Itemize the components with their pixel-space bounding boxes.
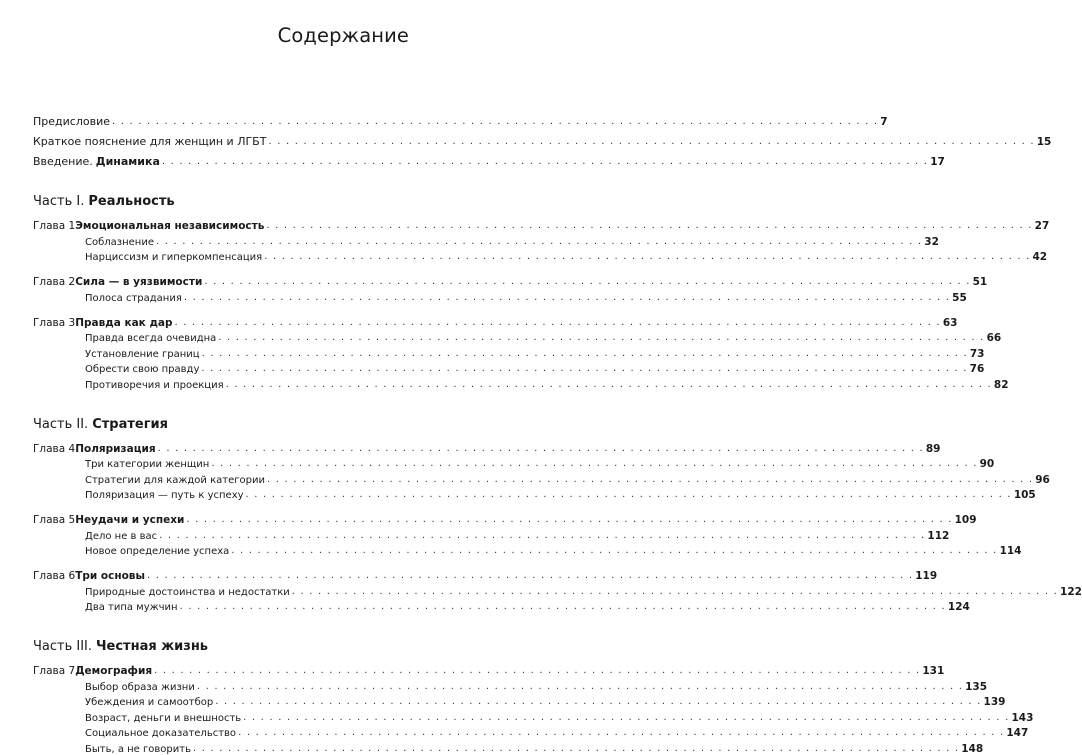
dot-leader [180,602,946,613]
dot-leader [243,713,1009,724]
section-entry[interactable] [33,248,1048,264]
page-number: 51 [972,276,988,288]
toc-entry[interactable] [33,148,945,168]
page-number: 42 [1032,251,1048,263]
entry-title: Краткое пояснение для женщин и ЛГБТ [33,135,267,148]
section-entry[interactable] [33,329,1002,345]
chapter-entry[interactable] [33,510,977,526]
page-number: 7 [880,116,888,128]
chapter-title: Правда как дар [75,316,173,329]
section-title: Правда всегда очевидна [85,333,217,344]
dot-leader [193,744,959,755]
dot-leader [154,666,920,677]
section-title: Социальное доказательство [85,728,237,739]
chapter-title: Эмоциональная независимость [75,220,265,232]
dot-leader [266,221,1032,232]
section-entry[interactable] [33,375,1009,391]
chapter-label: Глава 2 [33,276,76,288]
part-heading[interactable] [33,409,409,435]
dot-leader [202,349,968,360]
chapter-list [33,216,1050,391]
section-title: Быть, а не говорить [85,743,191,755]
section-entry[interactable] [33,708,1034,724]
section-entry[interactable] [33,724,1029,740]
dot-leader [158,444,924,455]
page-number: 63 [942,316,958,329]
dot-leader [246,490,1012,501]
section-title: Выбор образа жизни [85,681,195,693]
table-of-contents [33,108,1082,755]
page-number: 89 [925,442,941,455]
page-number: 112 [927,529,950,542]
page-title: Содержание [277,24,409,47]
page-number: 82 [993,378,1009,391]
page-number: 105 [1013,489,1036,501]
section-title: Соблазнение [85,236,154,248]
section-title: Дело не в вас [85,530,158,542]
page-number: 131 [922,665,945,677]
section-entry[interactable] [33,470,1050,486]
section-entry[interactable] [33,739,984,755]
dot-leader [204,277,970,288]
chapter-entry[interactable] [33,272,988,288]
chapter-title: Неудачи и успехи [75,514,185,526]
page-number: 66 [986,332,1002,344]
section-title: Стратегии для каждой категории [85,474,265,486]
page-number: 147 [1006,727,1029,739]
section-title: Три категории женщин [85,459,210,470]
dot-leader [184,293,950,304]
section-entry[interactable] [33,598,970,614]
section-entry[interactable] [33,232,939,248]
page-number: 32 [924,235,939,248]
dot-leader [175,318,941,329]
section-entry[interactable] [33,542,1022,558]
chapter-title: Сила — в уязвимости [75,276,203,288]
section-title: Полоса страдания [85,292,182,304]
section-title: Установление границ [85,348,200,360]
chapter-label: Глава 5 [33,514,76,526]
entry-title: Предисловие [33,115,110,128]
section-entry[interactable] [33,486,1036,502]
page-number: 27 [1034,220,1050,232]
chapter-entry[interactable] [33,566,938,582]
chapter-label: Глава 7 [33,665,76,677]
page-number: 114 [999,545,1022,557]
section-title: Убеждения и самоотбор [85,697,214,708]
section-title: Обрести свою правду [85,364,200,375]
part-heading[interactable] [33,186,409,212]
dot-leader [218,333,984,344]
dot-leader [147,571,913,582]
page-number: 143 [1011,711,1034,724]
chapter-entry[interactable] [33,216,1050,232]
chapter-label: Глава 3 [33,316,76,329]
dot-leader [112,117,878,128]
entry-title: Введение. [33,155,93,168]
section-title: Поляризация — путь к успеху [85,490,244,501]
section-title: Возраст, деньги и внешность [85,712,242,724]
section-title: Новое определение успеха [85,546,230,557]
page-number: 17 [930,156,945,168]
dot-leader [186,515,952,526]
part-name: Честная жизнь [96,639,209,654]
dot-leader [162,157,928,168]
page-number: 109 [954,514,977,526]
chapter-title: Три основы [75,570,145,582]
dot-leader [264,252,1030,263]
section-entry[interactable] [33,693,1006,709]
page-number: 90 [979,458,995,470]
section-title: Нарциссизм и гиперкомпенсация [85,252,263,263]
section-entry[interactable] [33,360,985,376]
page-number: 76 [969,363,985,375]
page-number: 73 [969,347,985,360]
page-number: 96 [1035,473,1050,486]
toc-entry[interactable] [33,108,888,128]
page-number: 139 [983,696,1006,708]
part-label: Часть II. [33,416,89,432]
page-number: 135 [965,680,988,693]
chapter-label: Глава 4 [33,442,76,455]
page-number: 124 [947,601,970,613]
dot-leader [292,587,1058,598]
dot-leader [201,364,967,375]
part-name: Реальность [88,194,175,209]
part-name: Стратегия [92,416,168,432]
dot-leader [159,531,925,542]
dot-leader [197,682,963,693]
chapter-label: Глава 6 [33,570,76,582]
section-title: Природные достоинства и недостатки [85,586,290,598]
chapter-entry[interactable] [33,661,945,677]
dot-leader [231,546,997,557]
section-entry[interactable] [33,677,988,693]
dot-leader [267,475,1033,486]
section-title: Противоречия и проекция [85,379,224,391]
dot-leader [156,237,922,248]
chapter-list [33,439,1082,614]
part-label: Часть I. [33,194,85,209]
section-entry[interactable] [33,455,995,471]
page-number: 55 [952,291,967,304]
chapter-label: Глава 1 [33,220,76,232]
section-entry[interactable] [33,582,1082,598]
chapter-title: Демография [75,665,153,677]
chapter-entry[interactable] [33,439,941,455]
page-number: 119 [915,570,938,582]
dot-leader [238,728,1004,739]
page-number: 148 [961,742,984,755]
part-label: Часть III. [33,639,93,654]
toc-entry[interactable] [33,128,1052,148]
page-number: 122 [1060,585,1082,598]
section-entry[interactable] [33,288,967,304]
chapter-title: Поляризация [75,442,156,455]
dot-leader [226,380,992,391]
entry-title-bold: Динамика [95,155,160,168]
chapter-entry[interactable] [33,313,958,329]
page-number: 15 [1036,136,1052,148]
section-entry[interactable] [33,344,985,360]
part-heading[interactable] [33,631,409,657]
dot-leader [268,137,1034,148]
section-entry[interactable] [33,526,950,542]
dot-leader [211,459,977,470]
chapter-list [33,661,1034,755]
dot-leader [215,697,981,708]
section-title: Два типа мужчин [85,602,178,613]
